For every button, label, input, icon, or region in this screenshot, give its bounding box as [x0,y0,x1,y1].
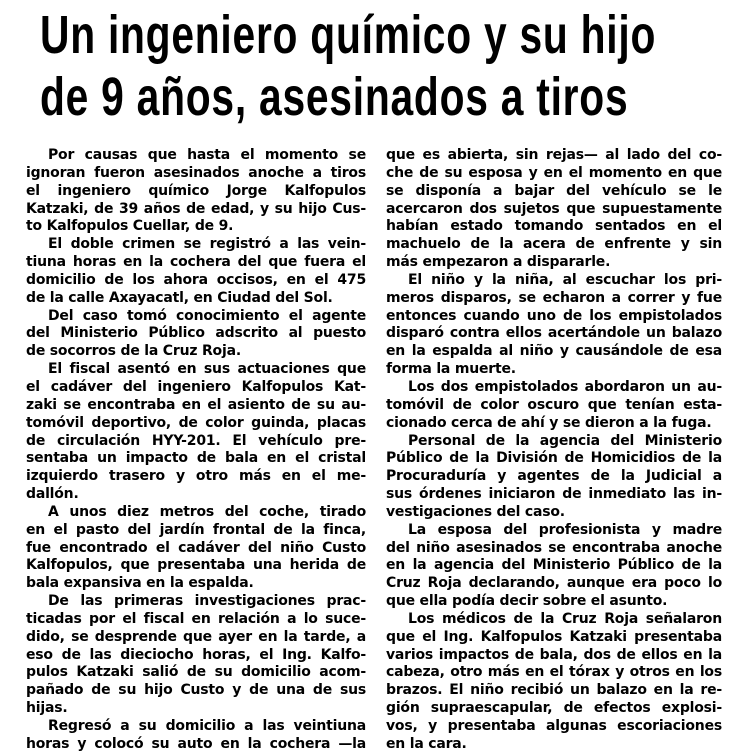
article-line: Del caso tomó conocimiento el agente [48,307,366,324]
article-line: dallón. [26,486,79,503]
article-line: meros disparos, se echaron a correr y fue [386,289,722,306]
article-line: tomóvil de color oscuro que tenían esta- [386,396,722,413]
article-line: Kalfopulos, que presentaba una herida de [26,557,366,574]
article-line: ticadas por el fiscal en relación a lo suce- [26,610,366,627]
article-line: ignoran fueron asesinados anoche a tiros [26,164,366,181]
article-line: eso de las dieciocho horas, el Ing. Kalfo- [26,646,366,663]
article-line: tomóvil deportivo, de color guinda, placas [26,414,366,431]
article-line: A unos diez metros del coche, tirado [48,503,366,520]
article-line: en la cara. [386,735,467,752]
headline-line-2: de 9 años, asesinados a tiros [40,67,629,127]
article-line: acercaron dos sujetos que supuestamente [386,200,722,217]
article-line: en la agencia del Ministerio Público de la [386,557,722,574]
article-line: Cruz Roja declarando, aunque era poco lo [386,575,722,592]
article-line: cionado cerca de ahí y se dieron a la fuga. [386,414,712,431]
article-line: forma la muerte. [386,361,516,378]
article-line: se disponía a bajar del vehículo se le [386,182,722,199]
article-line: Los dos empistolados abordaron un au- [408,378,722,395]
article-line: Procuraduría y agentes de la Judicial a [386,468,722,485]
article-line: Público de la División de Homicidios de la [386,450,722,467]
article-line: vestigaciones del caso. [386,503,565,520]
article-line: zaki se encontraba en el asiento de su au- [26,396,366,413]
article-line: de circulación HYY-201. El vehículo pre- [26,432,366,449]
article-line: domicilio de los ahora occisos, en el 475 [26,271,366,288]
article-line: fue encontrado el cadáver del niño Custo [26,539,366,556]
article-line: cabeza, otro más en el tórax y otros en los [386,664,722,681]
article-line: Personal de la agencia del Ministerio [408,432,722,449]
article-line: sentaba un impacto de bala en el cristal [26,450,366,467]
article-line: bala expansiva en la espalda. [26,575,254,592]
article-line: Regresó a su domicilio a las veintiuna [48,718,366,734]
article-line: el cadáver del ingeniero Kalfopulos Kat- [26,378,366,395]
article-line: gión supraescapular, de efectos explosi- [386,700,722,717]
article-line: che de su esposa y en el momento en que [386,164,722,181]
article-line: sus órdenes iniciaron de inmediato las in- [386,486,722,503]
article-line: dido, se desprende que ayer en la tarde, a [26,628,366,645]
article-line: del niño asesinados se encontraba anoche [386,539,722,556]
article-line: De las primeras investigaciones prac- [48,593,366,610]
article-line: en la espalda al niño y causándole de esa [386,343,722,360]
headline [0,0,732,135]
article-line: Los médicos de la Cruz Roja señalaron [408,610,722,627]
article-line: La esposa del profesionista y madre [408,521,722,538]
article-line: El fiscal asentó en sus actuaciones que [48,361,366,378]
article-line: Por causas que hasta el momento se [48,147,366,163]
article-column-left [26,147,366,754]
article-line: to Kalfopulos Cuellar, de 9. [26,218,234,235]
article-line: hijas. [26,700,68,717]
article-line: El doble crimen se registró a las vein- [48,236,366,253]
article-line: que es abierta, sin rejas— al lado del co- [386,147,722,163]
article-line: machuelo de la acera de enfrente y sin [386,236,722,253]
headline-line-1: Un ingeniero químico y su hijo [40,5,657,65]
article-line: pañado de su hijo Custo y de una de sus [26,682,366,699]
article-line: que ella podía decir sobre el asunto. [386,593,668,610]
article-line: brazos. El niño recibió un balazo en la re- [386,682,722,699]
article-line: en el pasto del jardín frontal de la finca, [26,521,366,538]
article-line: entonces cuando uno de los empistolados [386,307,722,324]
article-line: tiuna horas en la cochera del que fuera el [26,254,366,271]
article-line: vos, y presentaba algunas escoriaciones [386,718,722,734]
article-line: varios impactos de bala, dos de ellos en la [386,646,722,663]
article-line: Katzaki, de 39 años de edad, y su hijo Cus- [26,200,366,217]
article-line: pulos Katzaki salió de su domicilio acom- [26,664,366,681]
article-line: de la calle Axayacatl, en Ciudad del Sol. [26,289,333,306]
article-line: habían estado tomando sentados en el [386,218,722,235]
article-line: del Ministerio Público adscrito al puesto [26,325,366,342]
article-line: El niño y la niña, al escuchar los pri- [408,271,722,288]
article-line: el ingeniero químico Jorge Kalfopulos [26,182,366,199]
article-column-right [386,147,722,754]
article-line: de socorros de la Cruz Roja. [26,343,241,360]
article-line: que el Ing. Kalfopulos Katzaki presentaba [386,628,722,645]
article-line: izquierdo trasero y otro más en el me- [26,468,366,485]
article-line: más empezaron a dispararle. [386,254,611,271]
article-line: disparó contra ellos acertándole un balazo [386,325,722,342]
article-line: horas y colocó su auto en la cochera —la [26,735,366,752]
